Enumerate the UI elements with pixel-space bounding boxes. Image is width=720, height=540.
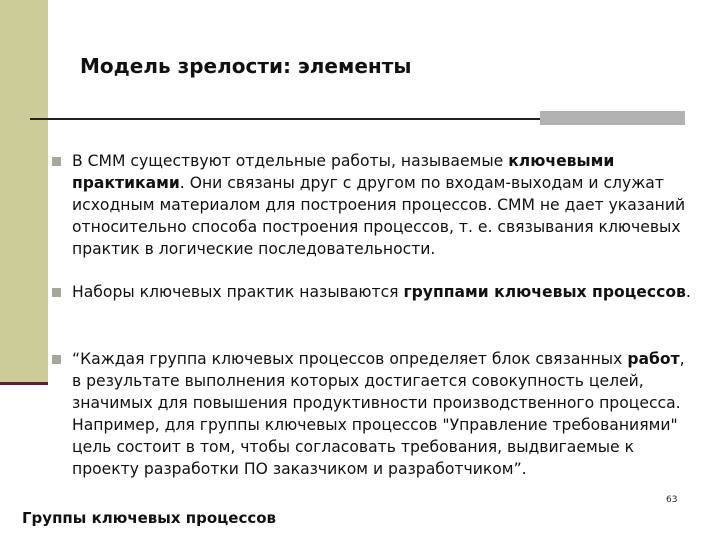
- paragraph-text: В СММ существуют отдельные работы, называемые: [72, 152, 509, 170]
- paragraph-text: .: [685, 283, 691, 301]
- title-divider-block: [540, 111, 685, 125]
- side-decor-accent-line: [0, 382, 48, 385]
- page-number: 63: [666, 495, 678, 505]
- paragraph-text: . Они связаны друг с другом по входам-выходам и служат исходным материалом для построения процессов. СММ не дает указаний относительно способа построения процессов, т. е. связывания ключевых практик в логические последовательности.: [72, 174, 686, 258]
- paragraph-text: Наборы ключевых практик называются: [72, 283, 404, 301]
- paragraph-quote: [72, 348, 696, 480]
- footer-caption: Группы ключевых процессов: [22, 509, 277, 527]
- paragraph-bold-term: ключевыми практиками: [72, 152, 615, 192]
- bullet-square-icon: [52, 288, 61, 297]
- paragraph-key-practices: [72, 150, 696, 260]
- slide-title: Модель зрелости: элементы: [80, 54, 412, 78]
- paragraph-text: “Каждая группа ключевых процессов определяет блок связанных: [72, 350, 628, 368]
- paragraph-process-groups: [72, 281, 696, 303]
- bullet-square-icon: [52, 157, 61, 166]
- title-divider-line: [30, 118, 542, 120]
- paragraph-bold-term: группами ключевых процессов: [403, 283, 686, 301]
- paragraph-bold-term: работ: [627, 350, 680, 368]
- bullet-square-icon: [52, 355, 61, 364]
- side-decor-panel: [0, 0, 48, 382]
- paragraph-text: , в результате выполнения которых достигается совокупность целей, значимых для повышения продуктивности производственного процесса. Например, для группы ключевых процессов "Управление требованиями" цель состоит в том, чтобы согласовать требования, выдвигаемые к проекту разработки ПО заказчиком и разработчиком”.: [72, 350, 685, 478]
